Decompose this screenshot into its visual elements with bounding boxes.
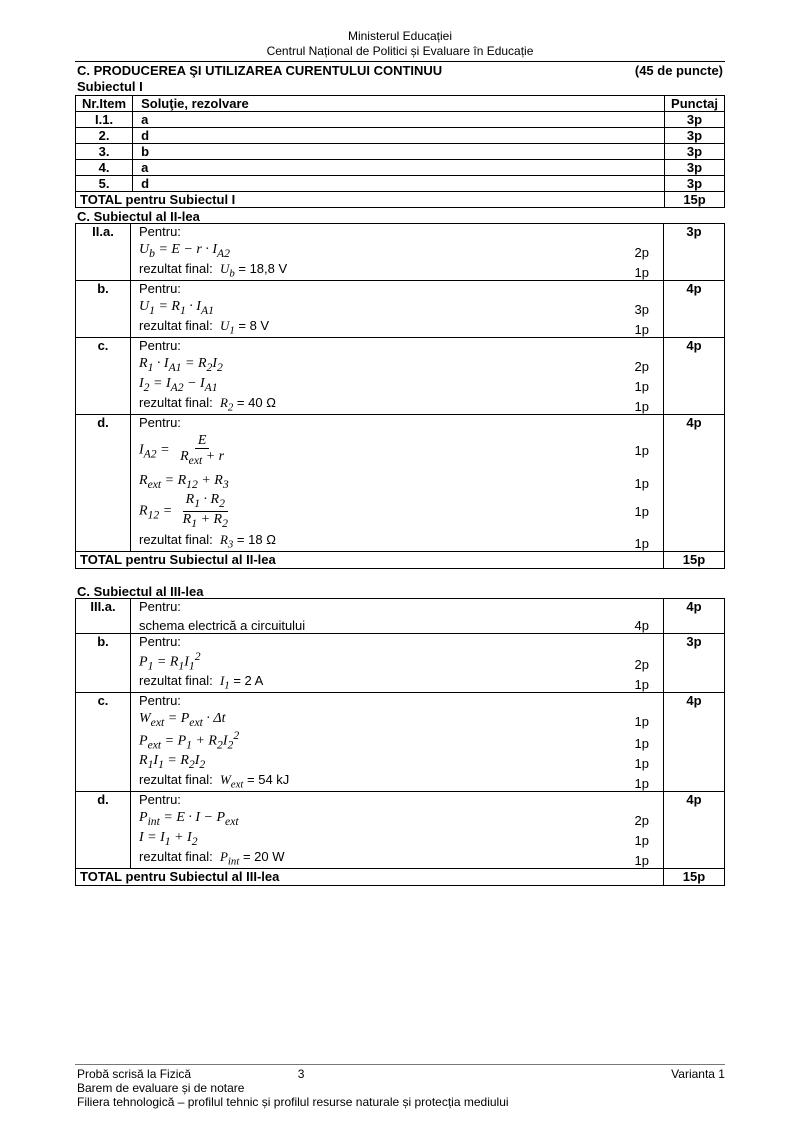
header-rule (75, 61, 725, 62)
answer: b (133, 144, 665, 160)
item-body (131, 634, 664, 693)
line-points: 2p (634, 359, 649, 374)
line-points: 4p (634, 618, 649, 633)
line-points: 1p (634, 476, 649, 491)
result: rezultat final: $I_1 = 2$ A (139, 673, 264, 692)
ministry-name: Ministerul Educației (347, 29, 453, 43)
total-label: TOTAL pentru Subiectul al III-lea (76, 869, 664, 886)
table-header-row (76, 96, 725, 112)
line-points: 1p (634, 853, 649, 868)
total-row (76, 192, 725, 208)
points: 3p (665, 176, 725, 192)
item-points: 4p (664, 792, 725, 869)
result-label: rezultat final: (139, 395, 213, 411)
line-points: 1p (634, 322, 649, 337)
line-points: 1p (634, 379, 649, 394)
result-label: rezultat final: (139, 849, 213, 865)
formula: $R_{ext} = R_{12} + R_3$ (139, 473, 229, 491)
line-points: 1p (634, 503, 649, 519)
pentru-label: Pentru: (139, 634, 181, 649)
formula-line (139, 491, 663, 531)
result: rezultat final: $W_{ext} = 54$ kJ (139, 772, 290, 791)
item-body (131, 599, 664, 634)
answer: a (133, 160, 665, 176)
item-points: 3p (664, 634, 725, 693)
subject2-title: C. Subiectul al II-lea (77, 209, 200, 224)
line-points: 1p (634, 714, 649, 729)
item-number: 5. (76, 176, 133, 192)
formula: $R_1I_1 = R_2I_2$ (139, 753, 206, 771)
pentru-label: Pentru: (139, 415, 181, 430)
table-row (76, 338, 725, 415)
section-title-text: C. PRODUCEREA ŞI UTILIZAREA CURENTULUI CONTINUU (77, 63, 443, 78)
total-label: TOTAL pentru Subiectul al II-lea (76, 552, 664, 569)
table-row (76, 176, 725, 192)
formula-line (139, 374, 663, 394)
item-number: d. (76, 415, 131, 552)
table-row (76, 144, 725, 160)
item-body (131, 224, 664, 281)
item-number: b. (76, 634, 131, 693)
line-points: 2p (634, 813, 649, 828)
line-points: 2p (634, 657, 649, 672)
formula-line (139, 469, 663, 491)
result-line (139, 771, 663, 791)
item-number: 3. (76, 144, 133, 160)
result-label: rezultat final: (139, 772, 213, 788)
total-row (76, 869, 725, 886)
item-number: b. (76, 281, 131, 338)
line-points: 1p (634, 736, 649, 751)
pentru-label: Pentru: (139, 224, 181, 239)
pentru-label: Pentru: (139, 338, 181, 353)
formula: $R_{12}$ = $\frac{R_1 \cdot R_2}{R_1 + R_2}$ (139, 491, 228, 530)
line-points: 1p (634, 536, 649, 551)
answer: a (133, 112, 665, 128)
table-row (76, 112, 725, 128)
answer: d (133, 176, 665, 192)
result: rezultat final: $R_3 = 18$ Ω (139, 532, 276, 551)
table-row (76, 792, 725, 869)
page-footer (77, 1067, 725, 1109)
subject3-title: C. Subiectul al III-lea (77, 584, 204, 599)
formula-line (139, 650, 663, 672)
line-points: 1p (634, 399, 649, 414)
formula-line (139, 751, 663, 771)
formula: $I_{A2}$ = $\frac{E}{R_{ext} + r}$ (139, 432, 225, 467)
header-points: Punctaj (665, 96, 725, 112)
line-points: 1p (634, 776, 649, 791)
points: 3p (665, 144, 725, 160)
text-line (139, 615, 663, 633)
subject1-title: Subiectul I (77, 79, 143, 94)
line-points: 3p (634, 302, 649, 317)
footer-line2: Barem de evaluare și de notare (77, 1081, 245, 1095)
result-line (139, 317, 663, 337)
formula: $I_2 = I_{A2} - I_{A1}$ (139, 376, 218, 394)
item-points: 4p (664, 281, 725, 338)
result-label: rezultat final: (139, 532, 213, 548)
subject1-table (75, 95, 725, 208)
page-header (0, 29, 800, 59)
total-points: 15p (665, 192, 725, 208)
footer-line3: Filiera tehnologică – profilul tehnic și profilul resurse naturale și protecția mediului (77, 1095, 509, 1109)
line-points: 1p (634, 833, 649, 848)
item-body (131, 338, 664, 415)
answer: d (133, 128, 665, 144)
result-line (139, 394, 663, 414)
subject2-table (75, 223, 725, 569)
result: rezultat final: $P_{int} = 20$ W (139, 849, 285, 868)
formula: $P_{ext} = P_1 + R_2I_2^2$ (139, 728, 240, 751)
item-number: c. (76, 693, 131, 792)
total-row (76, 552, 725, 569)
points: 3p (665, 128, 725, 144)
item-points: 3p (664, 224, 725, 281)
pentru-label: Pentru: (139, 693, 181, 708)
formula-line (139, 431, 663, 469)
item-number: d. (76, 792, 131, 869)
result: rezultat final: $R_2 = 40$ Ω (139, 395, 276, 414)
line-points: 2p (634, 245, 649, 260)
pentru-label: Pentru: (139, 792, 181, 807)
line-points: 1p (634, 265, 649, 280)
total-points: 15p (664, 869, 725, 886)
formula-line (139, 709, 663, 729)
item-body (131, 792, 664, 869)
item-points: 4p (664, 599, 725, 634)
footer-rule (75, 1064, 725, 1065)
result-label: rezultat final: (139, 673, 213, 689)
formula: $P_1 = R_1I_1^2$ (139, 649, 201, 672)
formula: $U_1 = R_1 \cdot I_{A1}$ (139, 299, 214, 317)
item-number: I.1. (76, 112, 133, 128)
line-points: 1p (634, 677, 649, 692)
item-points: 4p (664, 693, 725, 792)
item-number: 4. (76, 160, 133, 176)
result-line (139, 848, 663, 868)
table-row (76, 599, 725, 634)
section-title (77, 63, 723, 78)
table-row (76, 693, 725, 792)
header-item: Nr.Item (76, 96, 133, 112)
section-points: (45 de puncte) (634, 63, 723, 78)
pentru-label: Pentru: (139, 281, 181, 296)
formula: $I = I_1 + I_2$ (139, 830, 198, 848)
points: 3p (665, 112, 725, 128)
subject3-table (75, 598, 725, 886)
center-name: Centrul Național de Politici și Evaluare în Educație (266, 44, 534, 58)
item-points: 4p (664, 338, 725, 415)
header-solution: Soluţie, rezolvare (133, 96, 665, 112)
formula: $R_1 \cdot I_{A1} = R_2I_2$ (139, 356, 223, 374)
table-row (76, 634, 725, 693)
result: rezultat final: $U_b = 18,8$ V (139, 261, 288, 280)
result-line (139, 672, 663, 692)
formula: $W_{ext} = P_{ext} \cdot \Delta t$ (139, 711, 226, 729)
table-row (76, 224, 725, 281)
item-number: c. (76, 338, 131, 415)
line-points: 1p (634, 442, 649, 458)
table-row (76, 281, 725, 338)
formula: $U_b = E - r \cdot I_{A2}$ (139, 242, 230, 260)
variant: Varianta 1 (671, 1067, 725, 1081)
formula-line (139, 808, 663, 828)
total-points: 15p (664, 552, 725, 569)
item-body (131, 693, 664, 792)
page-number: 3 (297, 1067, 305, 1081)
formula-line (139, 828, 663, 848)
formula: $P_{int} = E \cdot I - P_{ext}$ (139, 810, 239, 828)
item-body (131, 281, 664, 338)
result: rezultat final: $U_1 = 8$ V (139, 318, 270, 337)
item-number: 2. (76, 128, 133, 144)
result-label: rezultat final: (139, 318, 213, 334)
footer-row (77, 1067, 725, 1081)
pentru-label: Pentru: (139, 599, 181, 614)
total-label: TOTAL pentru Subiectul I (76, 192, 665, 208)
result-label: rezultat final: (139, 261, 213, 277)
formula-line (139, 240, 663, 260)
item-body (131, 415, 664, 552)
line-text: schema electrică a circuitului (139, 618, 306, 633)
result-line (139, 531, 663, 551)
formula-line (139, 297, 663, 317)
item-number: III.a. (76, 599, 131, 634)
formula-line (139, 729, 663, 751)
table-row (76, 160, 725, 176)
result-line (139, 260, 663, 280)
item-points: 4p (664, 415, 725, 552)
item-number: II.a. (76, 224, 131, 281)
table-row (76, 128, 725, 144)
exam-name: Probă scrisă la Fizică (77, 1067, 192, 1081)
points: 3p (665, 160, 725, 176)
table-row (76, 415, 725, 552)
line-points: 1p (634, 756, 649, 771)
formula-line (139, 354, 663, 374)
